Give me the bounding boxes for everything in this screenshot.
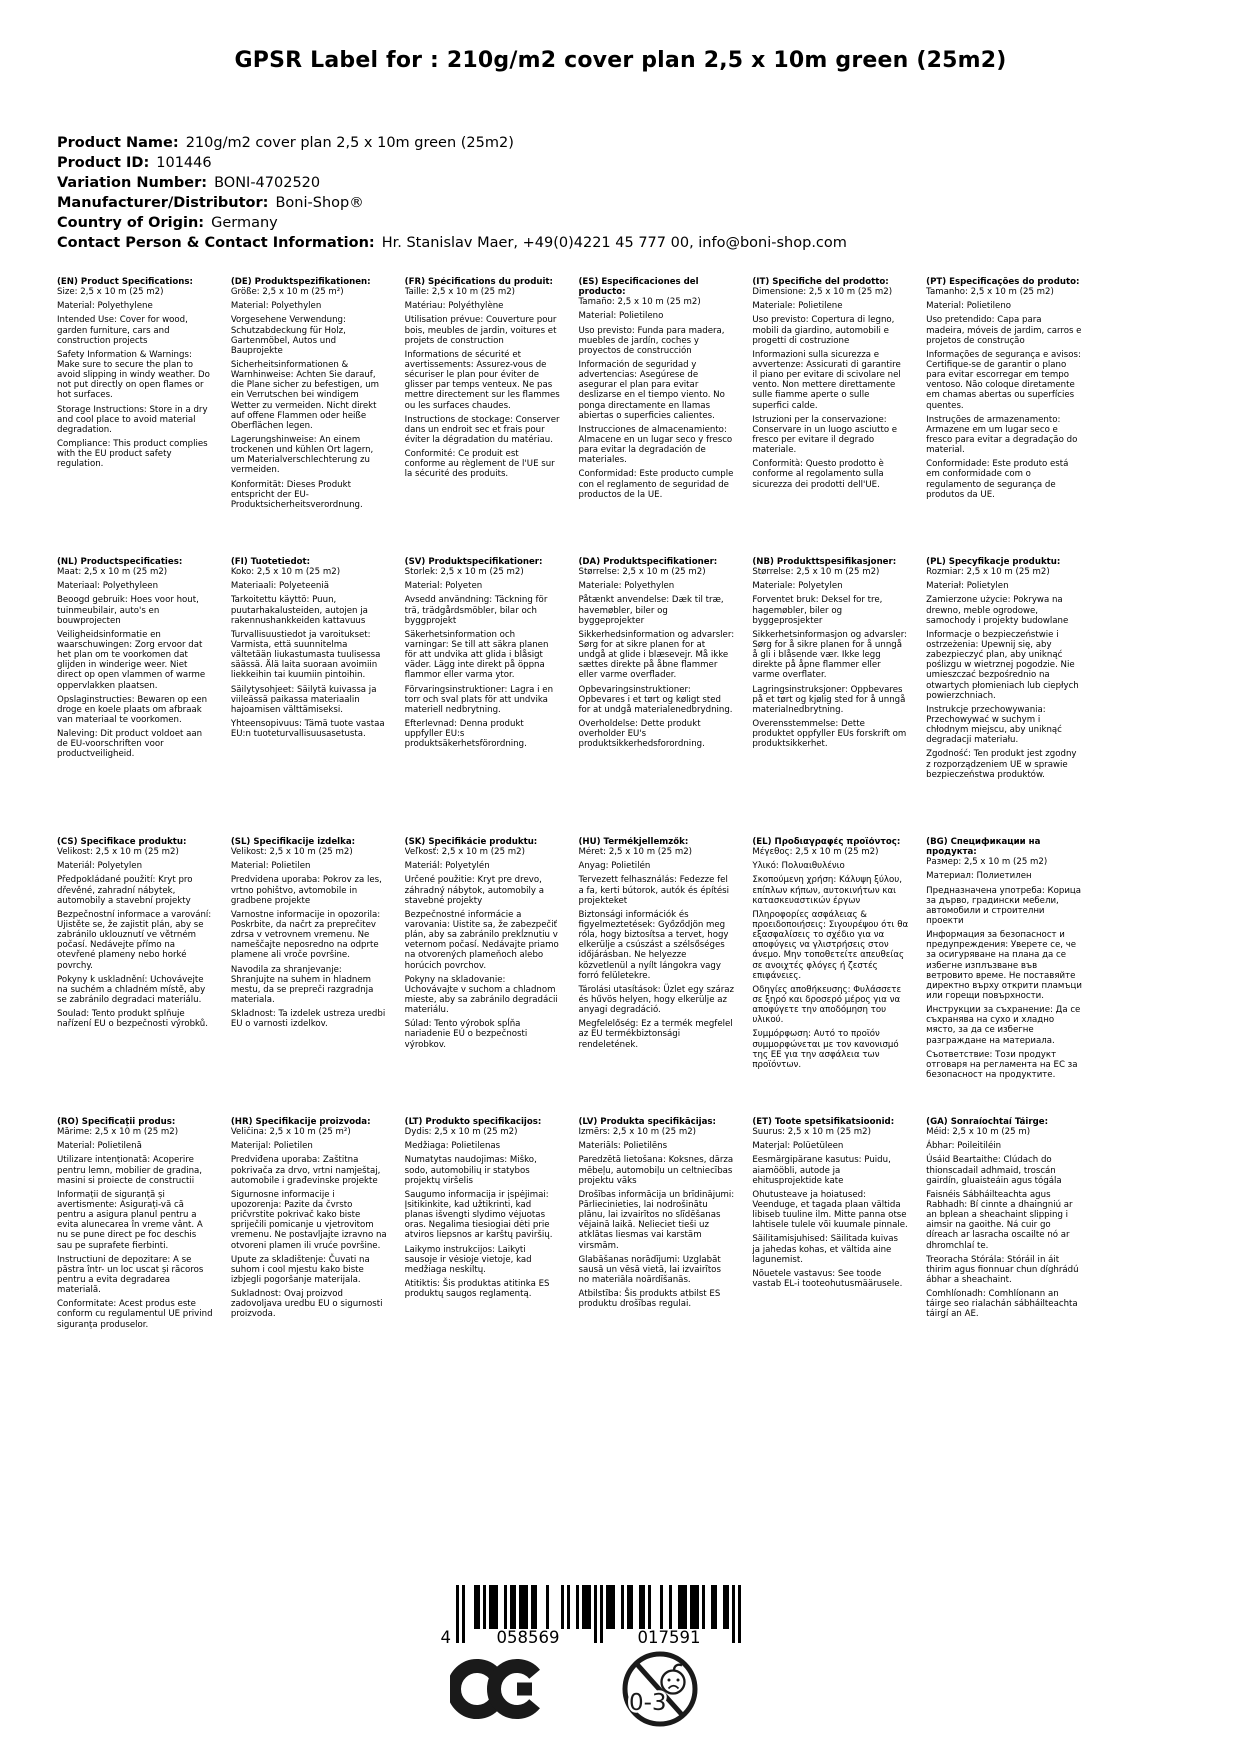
spec-paragraph: Vorgesehene Verwendung: Schutzabdeckung für Holz, Gartenmöbel, Autos und Bauprojekte <box>230 315 346 356</box>
age-warning-icon <box>620 1648 700 1730</box>
spec-paragraph: Saugumo informacija ir įspėjimai: Įsitikinkite, kad užtikrinti, kad planas išvengti slydimo vėjuotas oras. Negalima tiesiogiai dėti prie atviros liepsnos ar karštų paviršių. <box>404 1189 553 1241</box>
spec-grid <box>57 277 1087 1397</box>
spec-paragraph: Faisnéis Sábháilteachta agus Rabhadh: Bí cinnte a dhaingniú ar an bplean a sheachaint slipping i aimsir na gaoithe. Ná cuir go díreach ar lasracha oscailte nó ar dhromchlaí te. <box>926 1189 1073 1251</box>
svg-text:017591: 017591 <box>637 1628 701 1647</box>
spec-paragraph: Utilisation prévue: Couverture pour bois, meubles de jardin, voitures et projets de construction <box>404 315 557 346</box>
language-spec-block <box>926 1117 1087 1397</box>
spec-size-line: Méret: 2,5 x 10 m (25 m2) <box>578 847 693 858</box>
spec-paragraph: Sukladnost: Ovaj proizvod zadovoljava uredbu EU o sigurnosti proizvoda. <box>230 1289 383 1320</box>
spec-paragraph: Naleving: Dit product voldoet aan de EU-voorschriften voor productveiligheid. <box>57 729 203 760</box>
language-spec-block <box>752 1117 913 1397</box>
spec-paragraph: Lagerungshinweise: An einem trockenen und kühlen Ort lagern, um Materialverschlechterung zu vermeiden. <box>230 434 374 476</box>
language-spec-block <box>578 277 739 557</box>
spec-paragraph: Bezpečnostné informácie a varovania: Uistite sa, že zabezpečiť plán, aby sa zabránilo prekĺznutiu v veternom počasí. Nedávajte priamo na otvorených plameňoch alebo horúcich povrchov. <box>404 909 559 971</box>
spec-size-line: Dimensione: 2,5 x 10 m (25 m2) <box>752 287 893 298</box>
age-warning-label: 0-3 <box>629 1690 667 1716</box>
spec-paragraph: Información de seguridad y advertencias: Asegúrese de asegurar el plan para evitar deslizarse en el tiempo viento. No ponga directamente en llamas abiertas o superficies calientes. <box>578 359 725 421</box>
spec-size-line: Méid: 2,5 x 10 m (25 m) <box>926 1127 1031 1138</box>
spec-paragraph: Opslaginstructies: Bewaren op een droge en koele plaats om afbraak van materiaal te voorkomen. <box>57 694 208 725</box>
spec-paragraph: Předpokládané použití: Kryt pro dřevěné, zahradní nábytek, automobily a stavební projekty <box>57 875 193 906</box>
spec-paragraph: Pokyny k uskladnění: Uchovávejte na suchém a chladném místě, aby se zabránilo degradaci materiálu. <box>57 974 206 1005</box>
page-title: GPSR Label for : 210g/m2 cover plan 2,5 x 10m green (25m2) <box>234 48 1007 73</box>
product-info-label: Product ID: <box>57 155 150 171</box>
spec-paragraph: Инструкции за съхранение: Да се съхранява на сухо и хладно място, за да се избегне разграждане на материала. <box>926 1005 1081 1046</box>
spec-block-header: (DE) Produktspezifikationen: <box>230 277 371 287</box>
spec-paragraph: Paredzētā lietošana: Koksnes, dārza mēbeļu, automobiļu un celtniecības projektu vāks <box>578 1155 734 1186</box>
spec-paragraph: Zgodność: Ten produkt jest zgodny z rozporządzeniem UE w sprawie bezpieczeństwa produktów. <box>926 749 1077 780</box>
product-info-label: Country of Origin: <box>57 215 205 231</box>
language-spec-block <box>405 837 566 1117</box>
product-info-row <box>57 133 1241 153</box>
spec-paragraph: Uso pretendido: Capa para madeira, móveis de jardim, carros e projetos de construção <box>926 315 1082 346</box>
spec-paragraph: Material: Polyethylen <box>230 301 322 312</box>
spec-paragraph: Instructions de stockage: Conserver dans un endroit sec et frais pour éviter la dégradation du matériau. <box>404 414 560 445</box>
language-spec-block <box>926 557 1087 837</box>
spec-block-header: (SK) Špecifikácie produktu: <box>404 837 538 847</box>
product-info-value: Hr. Stanislav Maer, +49(0)4221 45 777 00, info@boni-shop.com <box>381 235 847 251</box>
spec-paragraph: Istruzioni per la conservazione: Conservare in un luogo asciutto e fresco per evitare il degrado materiale. <box>752 414 898 456</box>
product-info-value: Germany <box>211 215 278 231</box>
product-info-label: Contact Person & Contact Information: <box>57 235 375 251</box>
spec-paragraph: Påtænkt anvendelse: Dæk til træ, havemøbler, biler og byggeprojekter <box>578 595 724 626</box>
language-spec-block <box>752 837 913 1117</box>
spec-size-line: Tamaño: 2,5 x 10 m (25 m2) <box>578 297 701 308</box>
barcode-area <box>438 1585 744 1647</box>
spec-block-header: (LV) Produkta specifikācijas: <box>578 1117 716 1127</box>
spec-paragraph: Materiale: Polietilene <box>752 301 843 312</box>
language-spec-block <box>926 837 1087 1117</box>
spec-paragraph: Sikkerhetsinformasjon og advarsler: Sørg for å sikre planen for å unngå å gli i blåsende vær. Ikke legg direkte på åpne flammer eller varme overflater. <box>752 629 907 681</box>
spec-paragraph: Informacje o bezpieczeństwie i ostrzeżenia: Upewnij się, aby zabezpieczyć plan, aby uniknąć poślizgu w wietrznej pogodzie. Nie umieszczać bezpośrednio na otwartych płomieniach lub ciepłych powierzchniach. <box>926 629 1079 701</box>
spec-paragraph: Eesmärgipärane kasutus: Puidu, aiamööbli, autode ja ehitusprojektide kate <box>752 1155 891 1186</box>
spec-paragraph: Efterlevnad: Denna produkt uppfyller EU:s produktsäkerhetsförordning. <box>404 718 527 750</box>
language-spec-block <box>57 277 218 557</box>
product-info <box>57 133 1241 253</box>
spec-paragraph: Predviđena uporaba: Zaštitna pokrivača za drvo, vrtni namještaj, automobile i građevinske projekte <box>230 1155 381 1186</box>
spec-paragraph: Určené použitie: Kryt pre drevo, záhradný nábytok, automobily a stavebné projekty <box>404 875 545 906</box>
spec-paragraph: Konformität: Dieses Produkt entspricht der EU-Produktsicherheitsverordnung. <box>230 479 363 510</box>
product-info-label: Variation Number: <box>57 175 208 191</box>
spec-block-header: (HR) Specifikacije proizvoda: <box>230 1117 371 1127</box>
spec-paragraph: Material: Polietileno <box>926 301 1012 312</box>
spec-paragraph: Informações de segurança e avisos: Certifique-se de garantir o plano para evitar escorregar em tempo ventoso. Não coloque diretamente em chamas abertas ou superfícies quentes. <box>926 349 1081 411</box>
spec-block-header: (GA) Sonraíochtaí Táirge: <box>926 1117 1049 1127</box>
spec-block-header: (EN) Product Specifications: <box>57 277 193 287</box>
spec-paragraph: Conformité: Ce produit est conforme au règlement de l'UE sur la sécurité des produits. <box>404 449 555 480</box>
spec-paragraph: Tarkoitettu käyttö: Puun, puutarhakalusteiden, autojen ja rakennushankkeiden kattavuus <box>230 595 368 626</box>
spec-paragraph: Material: Polietilenă <box>57 1141 142 1152</box>
spec-paragraph: Sikkerhedsinformation og advarsler: Sørg for at sikre planen for at undgå at glide i blæsevejr. Må ikke sættes direkte på åbne flammer eller varme overflader. <box>578 629 735 681</box>
spec-size-line: Størrelse: 2,5 x 10 m (25 m2) <box>752 567 880 578</box>
spec-paragraph: Matériau: Polyéthylène <box>404 301 504 312</box>
spec-paragraph: Anyag: Polietilén <box>578 861 651 872</box>
spec-paragraph: Ábhar: Poileitiléin <box>926 1141 1002 1152</box>
product-info-row <box>57 173 1241 193</box>
language-spec-block <box>231 837 392 1117</box>
spec-paragraph: Uso previsto: Copertura di legno, mobili da giardino, automobili e progetti di costruzione <box>752 315 895 346</box>
spec-paragraph: Säilytysohjeet: Säilytä kuivassa ja viileässä paikassa materiaalin hajoamisen välttämiseksi. <box>230 684 377 715</box>
spec-paragraph: Materiaali: Polyeteeniä <box>230 581 329 592</box>
spec-size-line: Размер: 2,5 x 10 m (25 m2) <box>926 857 1048 868</box>
language-spec-block <box>578 557 739 837</box>
spec-size-line: Suurus: 2,5 x 10 m (25 m2) <box>752 1127 871 1138</box>
language-spec-block <box>57 1117 218 1397</box>
spec-size-line: Storlek: 2,5 x 10 m (25 m2) <box>404 567 524 578</box>
spec-block-header: (RO) Specificații produs: <box>57 1117 176 1127</box>
spec-paragraph: Tervezett felhasználás: Fedezze fel a fa, kerti bútorok, autók és építési projekteket <box>578 875 729 906</box>
language-spec-block <box>578 1117 739 1397</box>
spec-paragraph: Biztonsági információk és figyelmeztetések: Győződjön meg róla, hogy biztosítsa a tervet, hogy elkerülje a csúszást a szélsőséges időjárásban. Ne helyezze közvetlenül a nyílt lángokra vagy forró felületekre. <box>578 909 729 981</box>
barcode <box>438 1585 744 1647</box>
spec-paragraph: Ohutusteave ja hoiatused: Veenduge, et tagada plaan vältida libiseb tuuline ilm. Mitte panna otse lahtisele tulele või kuumale pinnale. <box>752 1189 908 1231</box>
spec-paragraph: Skladnost: Ta izdelek ustreza uredbi EU o varnosti izdelkov. <box>230 1009 386 1030</box>
spec-paragraph: Treoracha Stórála: Stóráil in áit thirim agus fionnuar chun díghrádú ábhar a sheachaint. <box>926 1254 1079 1285</box>
product-info-label: Manufacturer/Distributor: <box>57 195 269 211</box>
spec-paragraph: Atbilstība: Šis produkts atbilst ES produktu drošības regulai. <box>578 1289 721 1310</box>
spec-paragraph: Tárolási utasítások: Üzlet egy száraz és hűvös helyen, hogy elkerülje az anyagi degradáció. <box>578 984 735 1016</box>
language-spec-block <box>405 557 566 837</box>
spec-paragraph: Bezpečnostní informace a varování: Ujistěte se, že zajistit plán, aby se zabránilo uklouznutí ve větrném počasí. Nedávejte přímo na otevřené plameny nebo horké povrchy. <box>57 909 212 971</box>
spec-paragraph: Material: Polietileno <box>578 311 664 322</box>
spec-size-line: Størrelse: 2,5 x 10 m (25 m2) <box>578 567 706 578</box>
spec-paragraph: Compliance: This product complies with the EU product safety regulation. <box>57 438 208 470</box>
spec-size-line: Maat: 2,5 x 10 m (25 m2) <box>57 567 168 578</box>
product-info-value: 101446 <box>156 155 212 171</box>
spec-paragraph: Storage Instructions: Store in a dry and cool place to avoid material degradation. <box>57 404 208 435</box>
spec-block-header: (HU) Termékjellemzők: <box>578 837 689 847</box>
spec-size-line: Rozmiar: 2,5 x 10 m (25 m2) <box>926 567 1050 578</box>
spec-paragraph: Instruções de armazenamento: Armazene em um lugar seco e fresco para evitar a degradação do material. <box>926 414 1078 456</box>
spec-paragraph: Materiale: Polyetylen <box>752 581 843 592</box>
spec-size-line: Dydis: 2,5 x 10 m (25 m2) <box>404 1127 518 1138</box>
spec-paragraph: Zamierzone użycie: Pokrywa na drewno, meble ogrodowe, samochody i projekty budowlane <box>926 595 1069 626</box>
spec-paragraph: Conformitate: Acest produs este conform cu regulamentul UE privind siguranța produselor. <box>57 1299 213 1330</box>
spec-paragraph: Úsáid Beartaithe: Clúdach do thionscadail adhmaid, troscán gairdín, gluaisteáin agus tógála <box>926 1155 1062 1186</box>
language-spec-block <box>57 837 218 1117</box>
spec-block-header: (LT) Produkto specifikacijos: <box>404 1117 542 1127</box>
ce-mark-icon <box>450 1658 548 1720</box>
product-info-label: Product Name: <box>57 135 179 151</box>
spec-paragraph: Megfelelőség: Ez a termék megfelel az EU termékbiztonsági rendeletének. <box>578 1019 733 1050</box>
spec-paragraph: Numatytas naudojimas: Miško, sodo, automobilių ir statybos projektų viršelis <box>404 1155 537 1186</box>
spec-paragraph: Material: Polietilen <box>230 861 311 872</box>
spec-paragraph: Yhteensopivuus: Tämä tuote vastaa EU:n tuoteturvallisuusasetusta. <box>230 718 385 740</box>
spec-size-line: Size: 2,5 x 10 m (25 m2) <box>57 287 164 298</box>
spec-paragraph: Informații de siguranță și avertismente: Asigurați-vă că pentru a asigura planul pentru a evita alunecarea în vreme vânt. A nu se pune direct pe foc deschis sau pe suprafete fierbinti. <box>57 1189 203 1251</box>
spec-size-line: Tamanho: 2,5 x 10 m (25 m2) <box>926 287 1054 298</box>
spec-size-line: Velikost: 2,5 x 10 m (25 m2) <box>57 847 179 858</box>
spec-paragraph: Instrucciones de almacenamiento: Almacene en un lugar seco y fresco para evitar la degradación de materiales. <box>578 424 733 466</box>
spec-block-header: (NL) Productspecificaties: <box>57 557 183 567</box>
product-info-value: 210g/m2 cover plan 2,5 x 10m green (25m2) <box>185 135 514 151</box>
spec-paragraph: Säkerhetsinformation och varningar: Se till att säkra planen för att undvika att glida i blåsigt väder. Lägg inte direkt på öppna flammor eller varma ytor. <box>404 629 549 681</box>
product-info-row <box>57 233 1241 253</box>
spec-block-header: (NB) Produkttspesifikasjoner: <box>752 557 897 567</box>
spec-paragraph: Conformità: Questo prodotto è conforme al regolamento sulla sicurezza dei prodotti dell'UE. <box>752 459 884 490</box>
spec-paragraph: Beoogd gebruik: Hoes voor hout, tuinmeubilair, auto's en bouwprojecten <box>57 595 199 626</box>
spec-paragraph: Информация за безопасност и предупреждения: Уверете се, че за осигуряване на плана да се избегне изплъзване във ветровито време. Не поставяйте директно върху открити пламъци или горещи повърхности. <box>926 930 1082 1001</box>
spec-paragraph: Avsedd användning: Täckning för trä, trädgårdsmöbler, bilar och byggprojekt <box>404 595 548 626</box>
spec-paragraph: Informations de sécurité et avertissements: Assurez-vous de sécuriser le plan pour éviter de glisser par temps venteux. Ne pas mettre directement sur les flammes ou les surfaces chaudes. <box>404 349 560 411</box>
spec-paragraph: Forventet bruk: Deksel for tre, hagemøbler, biler og byggeprosjekter <box>752 595 883 626</box>
spec-paragraph: Conformidad: Este producto cumple con el reglamento de seguridad de productos de la UE. <box>578 469 734 500</box>
spec-paragraph: Soulad: Tento produkt splňuje nařízení EU o bezpečnosti výrobků. <box>57 1009 208 1030</box>
spec-paragraph: Συμμόρφωση: Αυτό το προϊόν συμμορφώνεται με τον κανονισμό της ΕΕ για την ασφάλεια των προϊόντων. <box>752 1029 899 1070</box>
spec-block-header: (BG) Спецификации на продукта: <box>926 837 1041 858</box>
spec-block-header: (PL) Specyfikacje produktu: <box>926 557 1061 567</box>
spec-paragraph: Veiligheidsinformatie en waarschuwingen: Zorg ervoor dat het plan om te voorkomen dat glijden in winderige weer. Niet direct op open vlammen of warme oppervlakken plaatsen. <box>57 629 206 691</box>
spec-size-line: Veličina: 2,5 x 10 m (25 m²) <box>230 1127 351 1138</box>
spec-paragraph: Material: Polyethylene <box>57 301 153 312</box>
spec-block-header: (FI) Tuotetiedot: <box>230 557 311 567</box>
language-spec-block <box>231 1117 392 1397</box>
language-spec-block <box>405 277 566 557</box>
spec-paragraph: Uso previsto: Funda para madera, muebles de jardín, coches y proyectos de construcción <box>578 325 725 356</box>
product-info-row <box>57 153 1241 173</box>
spec-paragraph: Upute za skladištenje: Čuvati na suhom i cool mjestu kako biste izbjegli pogoršanje materijala. <box>230 1254 370 1285</box>
spec-block-header: (CS) Specifikace produktu: <box>57 837 187 847</box>
spec-paragraph: Medžiaga: Polietilenas <box>404 1141 501 1152</box>
spec-paragraph: Overensstemmelse: Dette produktet oppfyller EUs forskrift om produktsikkerhet. <box>752 718 907 750</box>
language-spec-block <box>926 277 1087 557</box>
spec-paragraph: Comhlíonadh: Comhlíonann an táirge seo rialachán sábháilteachta táirgí an AE. <box>926 1289 1078 1320</box>
spec-paragraph: Instructiuni de depozitare: A se păstra într- un loc uscat și răcoros pentru a evita degradarea materială. <box>57 1254 204 1296</box>
spec-paragraph: Navodila za shranjevanje: Shranjujte na suhem in hladnem mestu, da se prepreči razgradnja materiala. <box>230 964 374 1005</box>
product-info-row <box>57 213 1241 233</box>
spec-paragraph: Σκοπούμενη χρήση: Κάλυψη ξύλου, επίπλων κήπων, αυτοκινήτων και κατασκευαστικών έργων <box>752 875 902 906</box>
spec-paragraph: Materiál: Polyetylen <box>57 861 143 872</box>
product-info-value: Boni-Shop® <box>275 195 364 211</box>
spec-paragraph: Υλικό: Πολυαιθυλένιο <box>752 861 845 872</box>
spec-block-header: (IT) Specifiche del prodotto: <box>752 277 889 287</box>
spec-block-header: (ET) Toote spetsifikatsioonid: <box>752 1117 895 1127</box>
language-spec-block <box>578 837 739 1117</box>
svg-text:058569: 058569 <box>496 1628 560 1647</box>
spec-size-line: Veľkosť: 2,5 x 10 m (25 m2) <box>404 847 525 858</box>
spec-paragraph: Pokyny na skladovanie: Uchovávajte v suchom a chladnom mieste, aby sa zabránilo degradácii materiálu. <box>404 974 558 1016</box>
spec-paragraph: Materiał: Polietylen <box>926 581 1009 592</box>
spec-paragraph: Glabāšanas norādījumi: Uzglabāt sausā un vēsā vietā, lai izvairītos no materiāla noārdīšanās. <box>578 1254 721 1285</box>
spec-block-header: (ES) Especificaciones del producto: <box>578 277 699 298</box>
spec-paragraph: Drošības informācija un brīdinājumi: Pārliecinieties, lai nodrošinātu plānu, lai izvairītos no slīdēšanas vējainā laikā. Nelieciet tieši uz atklātas liesmas vai karstām virsmām. <box>578 1189 735 1251</box>
spec-block-header: (FR) Spécifications du produit: <box>404 277 553 287</box>
language-spec-block <box>752 277 913 557</box>
spec-paragraph: Safety Information & Warnings: Make sure to secure the plan to avoid slipping in windy weather. Do not put directly on open flames or hot surfaces. <box>57 349 210 401</box>
spec-paragraph: Säilitamisjuhised: Säilitada kuivas ja jahedas kohas, et vältida aine lagunemist. <box>752 1234 898 1265</box>
language-spec-block <box>231 277 392 557</box>
spec-paragraph: Informazioni sulla sicurezza e avvertenze: Assicurati di garantire il piano per evitare di scivolare nel vento. Non mettere direttamente sulle fiamme aperte o sulle superfici calde. <box>752 349 901 411</box>
spec-paragraph: Varnostne informacije in opozorila: Poskrbite, da načrt za preprečitev zdrsa v vetrovnem vremenu. Ne nameščajte neposredno na odprte plamene ali vroče površine. <box>230 909 381 961</box>
spec-paragraph: Atitiktis: Šis produktas atitinka ES produktų saugos reglamentą. <box>404 1278 550 1300</box>
spec-paragraph: Material: Polyeten <box>404 581 483 592</box>
spec-paragraph: Materiaal: Polyethyleen <box>57 581 159 592</box>
spec-size-line: Μέγεθος: 2,5 x 10 m (25 m2) <box>752 847 879 858</box>
language-spec-block <box>752 557 913 837</box>
spec-paragraph: Intended Use: Cover for wood, garden furniture, cars and construction projects <box>57 315 188 346</box>
language-spec-block <box>231 557 392 837</box>
spec-paragraph: Οδηγίες αποθήκευσης: Φυλάσσετε σε ξηρό και δροσερό μέρος για να αποφύγετε την αποδόμηση του υλικού. <box>752 984 902 1026</box>
spec-paragraph: Förvaringsinstruktioner: Lagra i en torr och sval plats för att undvika materiell nedbrytning. <box>404 684 554 715</box>
spec-block-header: (DA) Produktspecifikationer: <box>578 557 718 567</box>
spec-paragraph: Súlad: Tento výrobok spĺňa nariadenie EÚ o bezpečnosti výrobkov. <box>404 1019 528 1050</box>
spec-block-header: (SL) Specifikacije izdelka: <box>230 837 356 847</box>
language-spec-block <box>57 557 218 837</box>
spec-paragraph: Utilizare intenționată: Acoperire pentru lemn, mobilier de gradina, masini si proiecte de constructii <box>57 1155 203 1186</box>
spec-paragraph: Conformidade: Este produto está em conformidade com o regulamento de segurança de produtos da UE. <box>926 459 1069 500</box>
spec-size-line: Taille: 2,5 x 10 m (25 m2) <box>404 287 516 298</box>
spec-paragraph: Opbevaringsinstruktioner: Opbevares i et tørt og køligt sted for at undgå materialenedbrydning. <box>578 684 733 715</box>
spec-paragraph: Πληροφορίες ασφάλειας & προειδοποιήσεις: Σιγουρέψου ότι θα εξασφαλίσεις το σχέδιο για να αποφύγεις να γλιστρήσεις στον άνεμο. Μην τοποθετείτε απευθείας σε ανοιχτές φλόγες ή ζεστές επιφάνειες. <box>752 909 909 981</box>
product-info-value: BONI-4702520 <box>214 175 321 191</box>
language-spec-block <box>405 1117 566 1397</box>
spec-paragraph: Sigurnosne informacije i upozorenja: Pazite da čvrsto pričvrstite pokrivač kako biste spriječili pomicanje u vjetrovitom vremenu. Ne postavljajte izravno na otvoreni plamen ili vruće površine. <box>230 1189 387 1251</box>
spec-paragraph: Съответствие: Този продукт отговаря на регламента на ЕС за безопасност на продуктите. <box>926 1049 1078 1080</box>
spec-paragraph: Lagringsinstruksjoner: Oppbevares på et tørt og kjølig sted for å unngå materialnedbrytning. <box>752 684 906 715</box>
product-info-row <box>57 193 1241 213</box>
svg-text:4: 4 <box>440 1628 451 1647</box>
spec-paragraph: Materijal: Polietilen <box>230 1141 313 1152</box>
spec-paragraph: Laikymo instrukcijos: Laikyti sausoje ir vėsioje vietoje, kad medžiaga neskiltų. <box>404 1244 532 1275</box>
spec-paragraph: Материал: Полиетилен <box>926 871 1032 882</box>
spec-block-header: (EL) Προδιαγραφές προϊόντος: <box>752 837 901 847</box>
spec-paragraph: Overholdelse: Dette produkt overholder EU's produktsikkerhedsforordning. <box>578 718 705 750</box>
spec-paragraph: Materjal: Polüetüleen <box>752 1141 844 1152</box>
spec-block-header: (PT) Especificações do produto: <box>926 277 1080 287</box>
spec-size-line: Koko: 2,5 x 10 m (25 m2) <box>230 567 341 578</box>
spec-paragraph: Materiale: Polyethylen <box>578 581 675 592</box>
spec-paragraph: Предназначена употреба: Корица за дърво, градински мебели, автомобили и строителни проекти <box>926 885 1082 926</box>
spec-paragraph: Sicherheitsinformationen & Warnhinweise: Achten Sie darauf, die Plane sicher zu befestigen, um ein Verrutschen bei windigem Wetter zu vermeiden. Nicht direkt auf offene Flammen oder heiße Oberflächen legen. <box>230 359 380 431</box>
spec-paragraph: Materiāls: Polietilēns <box>578 1141 668 1152</box>
spec-paragraph: Turvallisuustiedot ja varoitukset: Varmista, että suunnitelma vältetään liukastumasta tuulisessa säässä. Älä laita suoraan avoimiin liekkeihin tai kuumiin pintoihin. <box>230 629 381 681</box>
spec-size-line: Izmērs: 2,5 x 10 m (25 m2) <box>578 1127 697 1138</box>
spec-size-line: Velikost: 2,5 x 10 m (25 m2) <box>230 847 353 858</box>
spec-paragraph: Predvidena uporaba: Pokrov za les, vrtno pohištvo, avtomobile in gradbene projekte <box>230 875 382 906</box>
spec-size-line: Größe: 2,5 x 10 m (25 m²) <box>230 287 344 298</box>
spec-size-line: Mărime: 2,5 x 10 m (25 m2) <box>57 1127 179 1138</box>
spec-paragraph: Nõuetele vastavus: See toode vastab EL-i tooteohutusmäärusele. <box>752 1268 903 1289</box>
spec-paragraph: Instrukcje przechowywania: Przechowywać w suchym i chłodnym miejscu, aby uniknąć degradacji materiału. <box>926 704 1062 746</box>
spec-block-header: (SV) Produktspecifikationer: <box>404 557 543 567</box>
spec-paragraph: Materiál: Polyetylén <box>404 861 490 872</box>
